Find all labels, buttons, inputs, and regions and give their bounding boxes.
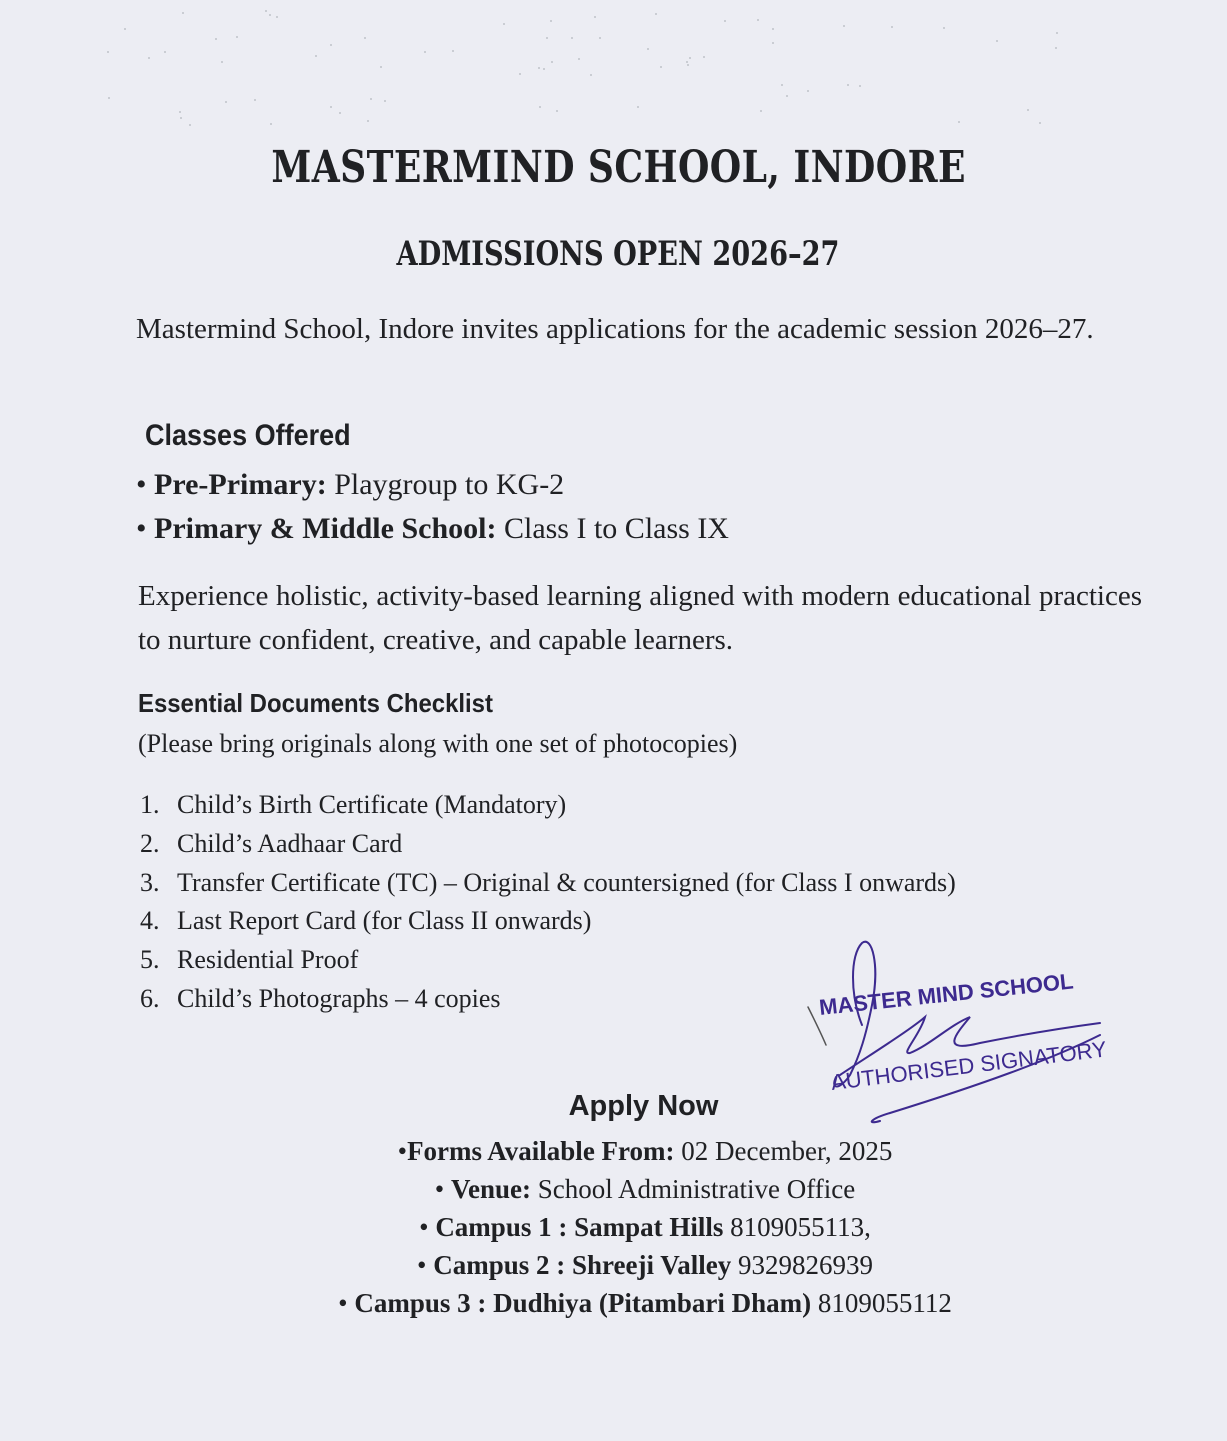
speckle [270,123,272,125]
speckle [215,38,217,40]
item-text: Transfer Certificate (TC) – Original & countersigned (for Class I onwards) [177,867,956,897]
apply-item-forms-date [0,1136,1227,1167]
item-text: Last Report Card (for Class II onwards) [177,906,592,936]
speckle [703,56,705,58]
item-text: Child’s Aadhaar Card [177,828,403,858]
speckle [519,73,521,75]
speckle [124,28,126,30]
speckle [364,37,366,39]
speckle [269,14,271,16]
item-number: 1. [140,790,160,819]
item-number: 4. [140,906,160,936]
apply-item-campus-2 [0,1250,1227,1281]
speckle [265,10,267,12]
speckle [551,61,553,63]
documents-note: (Please bring originals along with one set of photocopies) [138,729,738,758]
speckle [339,112,341,114]
speckle [781,84,783,86]
apply-label: Campus 1 : Sampat Hills [435,1212,724,1242]
speckle [424,51,426,53]
intro-paragraph: Mastermind School, Indore invites applications for the academic session 2026–27. [136,313,1094,345]
apply-item-venue [0,1174,1227,1205]
speckle [236,36,238,38]
speckle [330,44,332,46]
apply-label: Campus 3 : Dudhiya (Pitambari Dham) [354,1288,812,1318]
speckle [571,37,573,39]
apply-value: 8109055112 [811,1288,952,1318]
speckle [254,99,256,101]
apply-label: Venue: [450,1174,531,1204]
apply-value: 9329826939 [731,1250,873,1280]
speckle [330,106,332,108]
apply-label: Forms Available From: [407,1136,675,1166]
speckle [367,120,369,122]
bullet: • [397,1136,408,1166]
speckle [189,124,191,126]
speckle [958,121,960,123]
apply-value: 8109055113, [723,1212,871,1242]
class-value: Playgroup to KG-2 [326,468,565,501]
speckle [452,50,454,52]
speckle [1055,47,1057,49]
speckle [578,58,580,60]
item-text: Child’s Photographs – 4 copies [177,983,501,1013]
speckle [760,110,762,112]
speckle [539,106,541,108]
speckle [859,85,861,87]
speckle [148,57,150,59]
speckle [221,61,223,63]
speckle [772,28,774,30]
speckle [107,51,109,53]
bullet: • [136,512,147,545]
stamp-line-2: AUTHORISED SIGNATORY [829,1036,1109,1095]
speckle [687,64,689,66]
speckle [689,57,691,59]
speckle [594,16,596,18]
item-number: 3. [140,867,160,897]
speckle [315,55,317,57]
speckle [1039,122,1041,124]
speckle [179,111,181,113]
bullet: • [136,468,147,501]
speckle [182,12,184,14]
speckle [807,90,809,92]
speckle [847,84,849,86]
speckle [164,51,166,53]
speckle [108,97,110,99]
bullet: • [338,1288,348,1318]
speckle [538,67,540,69]
speckle [757,19,759,21]
speckle [660,66,662,68]
speckle [686,61,688,63]
speckle [590,74,592,76]
bullet: • [417,1250,427,1280]
speckle [996,40,998,42]
apply-label: Campus 2 : Shreeji Valley [433,1250,732,1280]
speckle [891,26,893,28]
class-label: Pre-Primary: [154,468,327,501]
item-number: 5. [140,945,160,975]
item-text: Child’s Birth Certificate (Mandatory) [177,790,567,819]
speckle [550,20,552,22]
speckle [370,98,372,100]
speckle [647,48,649,50]
speckle [772,42,774,44]
school-title: MASTERMIND SCHOOL, INDORE [271,142,966,193]
speckle [546,37,548,39]
class-item-pre-primary [136,468,564,502]
item-text: Residential Proof [177,945,359,975]
document-item [140,825,956,864]
classes-heading: Classes Offered [145,419,351,452]
speckle [637,106,639,108]
stamp-line-1: MASTER MIND SCHOOL [817,968,1075,1020]
speckle [655,13,657,15]
speckle [543,68,545,70]
documents-heading: Essential Documents Checklist [138,688,493,718]
class-value: Class I to Class IX [496,512,729,545]
class-label: Primary & Middle School: [154,512,497,545]
speckle [786,95,788,97]
speckle [724,20,726,22]
speckle [380,66,382,68]
item-number: 2. [140,828,160,858]
speckle [1056,32,1058,34]
apply-item-campus-1 [0,1212,1227,1243]
apply-now-heading: Apply Now [568,1090,719,1122]
apply-value: School Administrative Office [531,1174,856,1204]
class-item-primary-middle [136,512,729,546]
document-item [140,864,956,903]
item-number: 6. [140,983,160,1013]
speckle [503,23,505,25]
bullet: • [434,1174,445,1204]
speckle [556,110,558,112]
speckle [384,100,386,102]
speckle [843,25,845,27]
speckle [276,16,278,18]
speckle [599,37,601,39]
apply-item-campus-3 [0,1288,1227,1319]
description-paragraph: Experience holistic, activity-based learning aligned with modern educational practices to nurture confident, creative, and capable learners. [138,580,1142,656]
apply-value: 02 December, 2025 [674,1136,893,1166]
document-item [140,786,956,825]
admissions-subtitle: ADMISSIONS OPEN 2026–27 [396,234,840,274]
speckle [943,27,945,29]
speckle [1027,109,1029,111]
bullet: • [419,1212,429,1242]
speckle [225,101,227,103]
speckle [180,117,182,119]
